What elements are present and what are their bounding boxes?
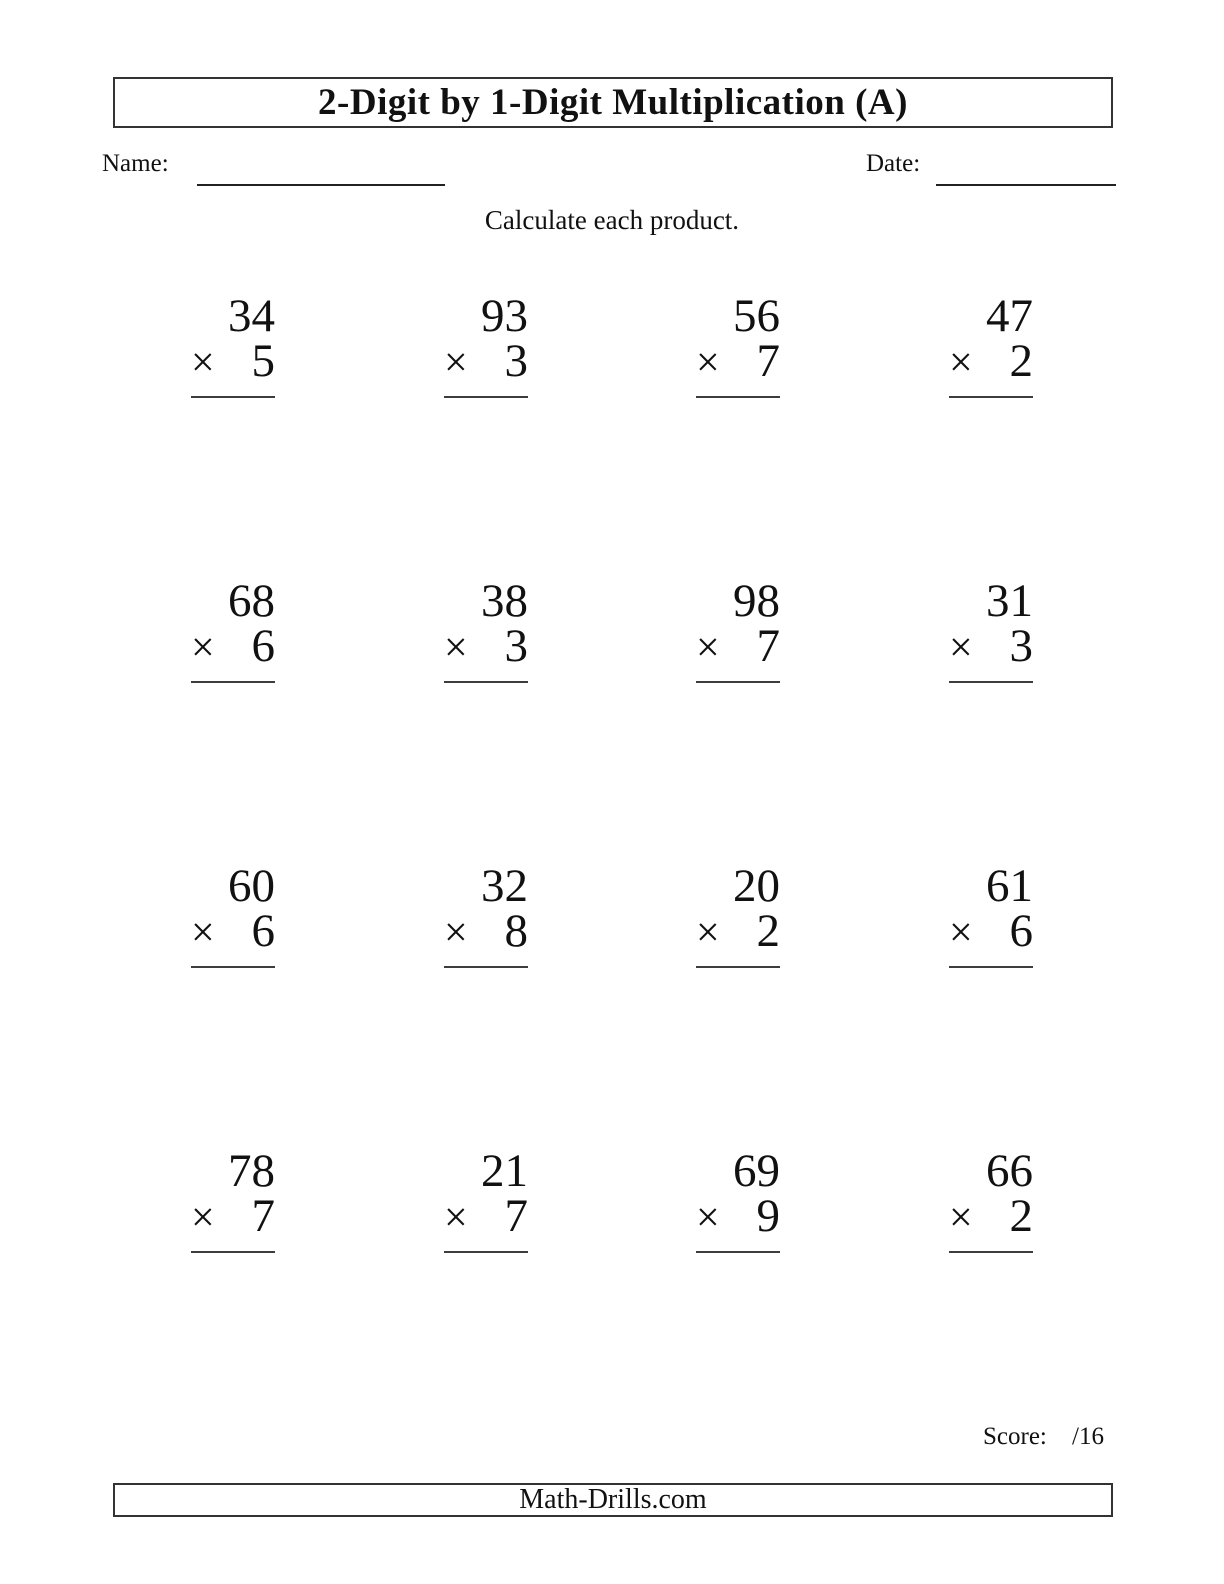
multiplicand: 93 bbox=[481, 290, 528, 342]
multiplicand: 31 bbox=[986, 575, 1033, 627]
page-title: 2-Digit by 1-Digit Multiplication (A) bbox=[318, 82, 908, 123]
multiplicand: 69 bbox=[733, 1145, 780, 1197]
multiplicand: 47 bbox=[986, 290, 1033, 342]
multiplier-row bbox=[444, 905, 528, 968]
multiplier: 7 bbox=[504, 1190, 528, 1242]
multiplier-row bbox=[949, 620, 1033, 683]
instruction-text: Calculate each product. bbox=[484, 205, 740, 235]
multiplication-problem bbox=[696, 575, 780, 683]
multiplication-problem bbox=[696, 860, 780, 968]
multiplier-row bbox=[696, 335, 780, 398]
multiplication-problem bbox=[949, 860, 1033, 968]
multiplicand: 68 bbox=[228, 575, 275, 627]
multiply-operator: × bbox=[444, 910, 468, 956]
multiply-operator: × bbox=[696, 1195, 720, 1241]
problems-row bbox=[0, 290, 1224, 424]
multiplier: 3 bbox=[504, 335, 528, 387]
multiplicand: 60 bbox=[228, 860, 275, 912]
multiplier: 2 bbox=[756, 905, 780, 957]
multiplicand: 56 bbox=[733, 290, 780, 342]
problems-row bbox=[0, 860, 1224, 994]
multiplier-row bbox=[444, 335, 528, 398]
multiplier: 7 bbox=[756, 620, 780, 672]
multiply-operator: × bbox=[444, 340, 468, 386]
multiply-operator: × bbox=[191, 910, 215, 956]
multiply-operator: × bbox=[696, 625, 720, 671]
multiplier-row bbox=[444, 620, 528, 683]
multiply-operator: × bbox=[696, 340, 720, 386]
multiplication-problem bbox=[444, 290, 528, 398]
multiplication-problem bbox=[191, 575, 275, 683]
multiplier-row bbox=[191, 905, 275, 968]
multiplier: 6 bbox=[251, 905, 275, 957]
multiplication-problem bbox=[444, 575, 528, 683]
multiplicand: 98 bbox=[733, 575, 780, 627]
multiplication-problem bbox=[191, 1145, 275, 1253]
multiplier: 5 bbox=[251, 335, 275, 387]
title-box bbox=[113, 77, 1113, 128]
multiplicand: 66 bbox=[986, 1145, 1033, 1197]
multiply-operator: × bbox=[191, 1195, 215, 1241]
multiply-operator: × bbox=[191, 625, 215, 671]
name-line bbox=[197, 184, 445, 186]
multiplier: 2 bbox=[1009, 335, 1033, 387]
multiplier: 7 bbox=[756, 335, 780, 387]
multiplicand: 61 bbox=[986, 860, 1033, 912]
multiplier-row bbox=[696, 620, 780, 683]
multiply-operator: × bbox=[444, 1195, 468, 1241]
problems-row bbox=[0, 1145, 1224, 1279]
multiplier: 3 bbox=[504, 620, 528, 672]
multiplier: 2 bbox=[1009, 1190, 1033, 1242]
footer-box bbox=[113, 1483, 1113, 1517]
multiplier: 8 bbox=[504, 905, 528, 957]
multiplication-problem bbox=[444, 860, 528, 968]
multiplier: 7 bbox=[251, 1190, 275, 1242]
score-value: /16 bbox=[1072, 1423, 1104, 1450]
name-label: Name: bbox=[102, 150, 169, 177]
multiplication-problem bbox=[696, 1145, 780, 1253]
multiply-operator: × bbox=[949, 625, 973, 671]
multiplicand: 38 bbox=[481, 575, 528, 627]
multiplication-problem bbox=[191, 860, 275, 968]
multiplier: 9 bbox=[756, 1190, 780, 1242]
multiply-operator: × bbox=[444, 625, 468, 671]
multiplier: 6 bbox=[1009, 905, 1033, 957]
multiplier-row bbox=[444, 1190, 528, 1253]
multiplier-row bbox=[696, 905, 780, 968]
problems-row bbox=[0, 575, 1224, 709]
multiplication-problem bbox=[696, 290, 780, 398]
multiplier-row bbox=[949, 905, 1033, 968]
multiplication-problem bbox=[949, 1145, 1033, 1253]
multiplier-row bbox=[191, 620, 275, 683]
multiply-operator: × bbox=[696, 910, 720, 956]
multiplication-problem bbox=[444, 1145, 528, 1253]
multiply-operator: × bbox=[949, 910, 973, 956]
multiply-operator: × bbox=[949, 340, 973, 386]
score-label: Score: bbox=[983, 1423, 1047, 1450]
multiplicand: 32 bbox=[481, 860, 528, 912]
multiplicand: 21 bbox=[481, 1145, 528, 1197]
multiplication-problem bbox=[191, 290, 275, 398]
date-label: Date: bbox=[866, 150, 921, 177]
multiplier-row bbox=[949, 1190, 1033, 1253]
multiplicand: 20 bbox=[733, 860, 780, 912]
multiplicand: 34 bbox=[228, 290, 275, 342]
multiplier: 6 bbox=[251, 620, 275, 672]
date-line bbox=[936, 184, 1116, 186]
multiplier-row bbox=[696, 1190, 780, 1253]
multiply-operator: × bbox=[949, 1195, 973, 1241]
multiplication-problem bbox=[949, 575, 1033, 683]
multiplier-row bbox=[949, 335, 1033, 398]
multiplier-row bbox=[191, 1190, 275, 1253]
multiplier: 3 bbox=[1009, 620, 1033, 672]
multiplication-problem bbox=[949, 290, 1033, 398]
multiplier-row bbox=[191, 335, 275, 398]
footer-brand: Math-Drills.com bbox=[519, 1484, 707, 1515]
multiplicand: 78 bbox=[228, 1145, 275, 1197]
multiply-operator: × bbox=[191, 340, 215, 386]
